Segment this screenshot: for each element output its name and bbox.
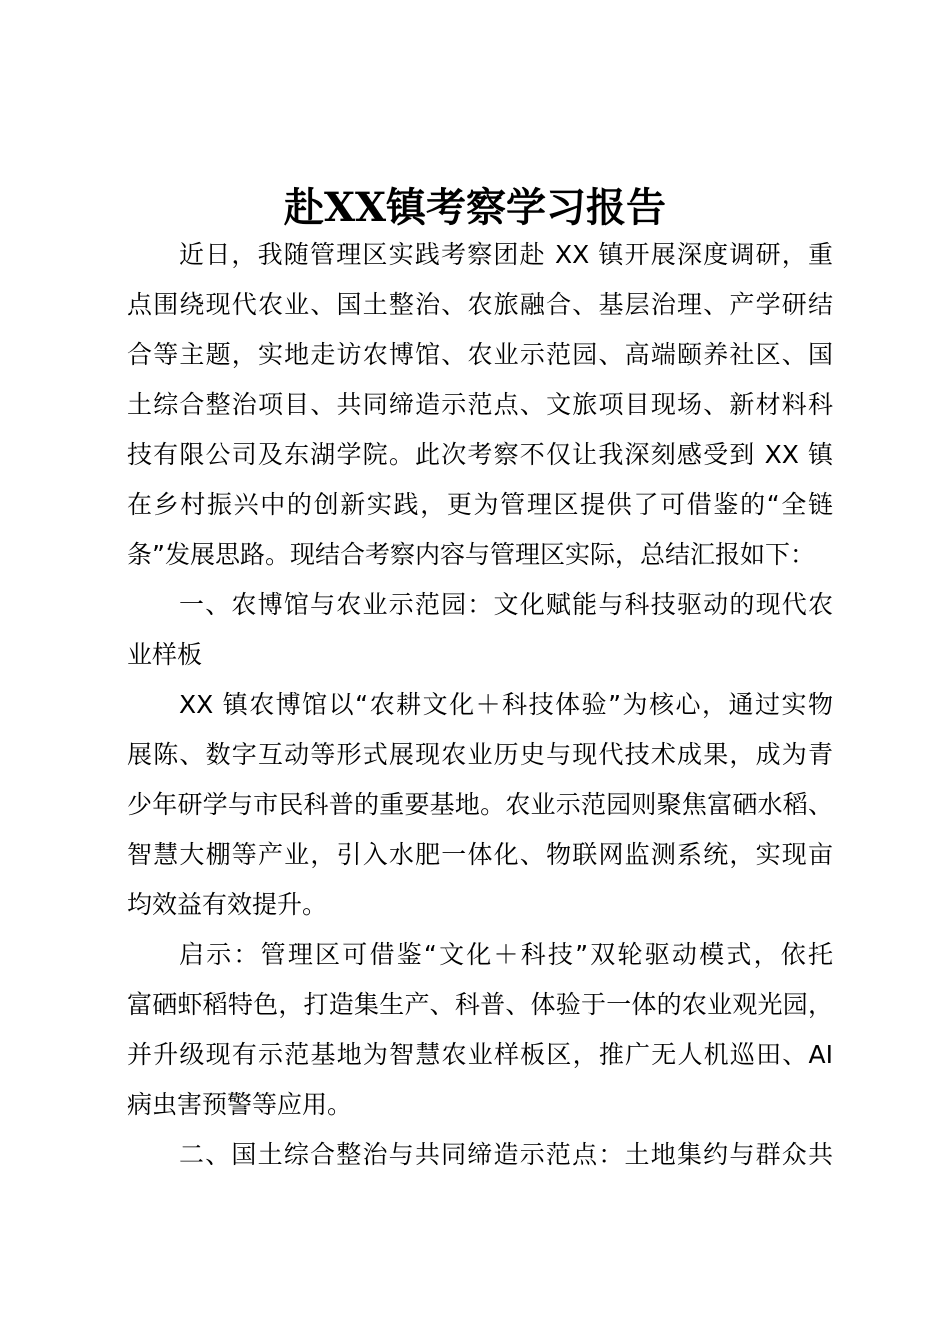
text-line: 条”发展思路。现结合考察内容与管理区实际，总结汇报如下： xyxy=(127,540,815,569)
text-line: 一、农博馆与农业示范园：文化赋能与科技驱动的现代农 xyxy=(179,590,833,619)
text-line: 点围绕现代农业、国土整治、农旅融合、基层治理、产学研结 xyxy=(127,290,833,319)
text-line: 启示：管理区可借鉴“文化＋科技”双轮驱动模式，依托 xyxy=(179,940,833,969)
text-line: 均效益有效提升。 xyxy=(127,890,328,919)
document-body xyxy=(127,230,833,1180)
text-line: 在乡村振兴中的创新实践，更为管理区提供了可借鉴的“全链 xyxy=(127,490,833,519)
text-line: 二、国土综合整治与共同缔造示范点：土地集约与群众共 xyxy=(179,1140,833,1169)
text-line: 近日，我随管理区实践考察团赴 XX 镇开展深度调研，重 xyxy=(179,240,833,269)
section-heading-1 xyxy=(127,580,833,680)
text-line: 少年研学与市民科普的重要基地。农业示范园则聚焦富硒水稻、 xyxy=(127,790,833,819)
text-line: 技有限公司及东湖学院。此次考察不仅让我深刻感受到 XX 镇 xyxy=(127,440,833,469)
text-line: 业样板 xyxy=(127,640,203,669)
text-line: 土综合整治项目、共同缔造示范点、文旅项目现场、新材料科 xyxy=(127,390,833,419)
text-line: 病虫害预警等应用。 xyxy=(127,1090,353,1119)
text-line: 并升级现有示范基地为智慧农业样板区，推广无人机巡田、AI xyxy=(127,1040,833,1069)
paragraph-museum xyxy=(127,680,833,930)
paragraph-insight xyxy=(127,930,833,1130)
text-line: 合等主题，实地走访农博馆、农业示范园、高端颐养社区、国 xyxy=(127,340,833,369)
section-heading-2 xyxy=(127,1130,833,1180)
document-title: 赴XX镇考察学习报告 xyxy=(283,184,667,231)
paragraph-intro xyxy=(127,230,833,580)
text-line: XX 镇农博馆以“农耕文化＋科技体验”为核心，通过实物 xyxy=(179,690,833,719)
text-line: 展陈、数字互动等形式展现农业历史与现代技术成果，成为青 xyxy=(127,740,833,769)
text-line: 富硒虾稻特色，打造集生产、科普、体验于一体的农业观光园， xyxy=(127,990,833,1019)
text-line: 智慧大棚等产业，引入水肥一体化、物联网监测系统，实现亩 xyxy=(127,840,833,869)
